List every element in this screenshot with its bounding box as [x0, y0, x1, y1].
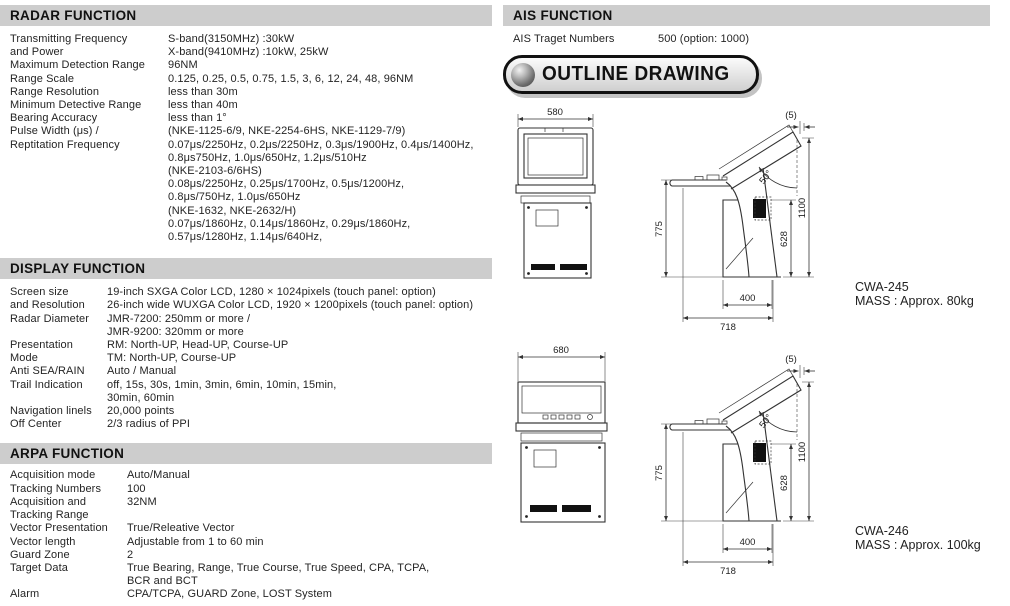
spec-row [10, 549, 488, 562]
spec-label: Reptitation Frequency [10, 138, 120, 151]
spec-value: off, 15s, 30s, 1min, 3min, 6min, 10min, 15min, [107, 378, 337, 391]
spec-label: Range Scale [10, 72, 75, 85]
vent-slot [530, 505, 557, 512]
spec-value [127, 509, 488, 522]
spec-label: and Resolution [10, 299, 85, 312]
spec-value: 0.8μs/750Hz, 1.0μs/650Hz [168, 191, 301, 204]
spec-label [10, 575, 127, 588]
spec-row [10, 496, 488, 509]
spec-label: Tracking Numbers [10, 482, 102, 495]
spec-label [10, 178, 168, 191]
left-column [0, 5, 492, 602]
spec-label: AIS Traget Numbers [513, 33, 615, 45]
spec-label: Acquisition and [10, 495, 87, 508]
front-view-cwa245 [516, 107, 595, 278]
front-view-cwa246 [516, 345, 607, 522]
spec-value: (NKE-1125-6/9, NKE-2254-6HS, NKE-1129-7/9) [168, 125, 406, 138]
outline-drawing-badge [503, 55, 759, 94]
spec-label: Trail Indication [10, 378, 83, 391]
spec-row [10, 418, 488, 431]
spec-label: Vector length [10, 535, 76, 548]
spec-row [10, 352, 488, 365]
spec-value: TM: North-UP, Course-UP [107, 352, 237, 365]
spec-value: 0.07μs/2250Hz, 0.2μs/2250Hz, 0.3μs/1900Hz, 0.4μs/1400Hz, [168, 138, 474, 151]
dim-total-height: 1100 [797, 197, 808, 219]
dim-base-depth: 400 [739, 293, 756, 304]
spec-value: S-band(3150MHz) :30kW [168, 33, 295, 45]
spec-label: Maximum Detection Range [10, 59, 145, 72]
spec-row [10, 178, 488, 191]
spec-label: Anti SEA/RAIN [10, 365, 85, 378]
spec-value: 2/3 radius of PPI [107, 418, 191, 431]
spec-row [10, 313, 488, 326]
spec-row [10, 405, 488, 418]
spec-value: less than 40m [168, 99, 238, 112]
mass-label-cwa245: MASS : Approx. 80kg [855, 294, 974, 308]
spec-label: Radar Diameter [10, 312, 90, 325]
spec-label [10, 191, 168, 204]
spec-row [513, 33, 986, 46]
spec-row [10, 365, 488, 378]
ais-section [503, 5, 990, 46]
spec-label [10, 392, 107, 405]
sphere-icon [511, 63, 535, 87]
side-view-console [654, 110, 815, 333]
spec-value: Adjustable from 1 to 60 min [127, 535, 264, 548]
spec-label: Screen size [10, 286, 69, 299]
dim-front-width-245: 580 [547, 107, 563, 118]
spec-row [10, 588, 488, 601]
spec-row [10, 379, 488, 392]
spec-label: Target Data [10, 561, 68, 574]
outline-drawing-cwa246-svg [505, 340, 1010, 606]
spec-row [10, 231, 488, 244]
spec-label [10, 231, 168, 244]
spec-value: JMR-9200: 320mm or more [107, 325, 244, 338]
spec-value: (NKE-1632, NKE-2632/H) [168, 204, 297, 217]
vent-slot [560, 264, 587, 270]
model-label-cwa245: CWA-245 [855, 280, 909, 294]
drawing-cwa245 [505, 100, 1010, 345]
arpa-spec-table [0, 469, 492, 601]
spec-label: Guard Zone [10, 548, 70, 561]
spec-row [10, 536, 488, 549]
spec-row [10, 339, 488, 352]
spec-row [10, 218, 488, 231]
spec-label [10, 165, 168, 178]
spec-label [10, 326, 107, 339]
spec-value: 96NM [168, 59, 198, 72]
spec-row [10, 139, 488, 152]
spec-label: Navigation linels [10, 405, 92, 418]
spec-label: Mode [10, 352, 38, 365]
mass-label-cwa246: MASS : Approx. 100kg [855, 538, 981, 552]
spec-value: 30min, 60min [107, 391, 175, 404]
spec-row [10, 99, 488, 112]
spec-row [10, 112, 488, 125]
spec-value: 26-inch wide WUXGA Color LCD, 1920 × 1200pixels (touch panel: option) [107, 299, 474, 312]
spec-value: JMR-7200: 250mm or more / [107, 312, 251, 325]
spec-value: True/Releative Vector [127, 522, 235, 535]
section-header-radar: RADAR FUNCTION [0, 5, 492, 26]
spec-value: 20,000 points [107, 405, 175, 418]
spec-row [10, 509, 488, 522]
spec-row [10, 165, 488, 178]
spec-label: Pulse Width (μs) / [10, 125, 99, 138]
radar-spec-table [0, 33, 492, 244]
spec-label: Off Center [10, 418, 62, 431]
spec-value: X-band(9410MHz) :10kW, 25kW [168, 46, 329, 59]
spec-value: RM: North-UP, Head-UP, Course-UP [107, 339, 289, 352]
spec-row [10, 575, 488, 588]
spec-value: Auto / Manual [107, 365, 177, 378]
spec-row [10, 205, 488, 218]
spec-row [10, 73, 488, 86]
spec-value: 0.8μs750Hz, 1.0μs/650Hz, 1.2μs/510Hz [168, 151, 367, 164]
spec-row [10, 522, 488, 535]
spec-value: 100 [127, 482, 146, 495]
spec-value: (NKE-2103-6/6HS) [168, 165, 262, 178]
spec-row [10, 33, 488, 46]
spec-row [10, 326, 488, 339]
spec-value: 0.08μs/2250Hz, 0.25μs/1700Hz, 0.5μs/1200Hz, [168, 178, 405, 191]
spec-label: Tracking Range [10, 509, 89, 522]
spec-value: less than 30m [168, 85, 238, 98]
spec-value: 32NM [127, 495, 157, 508]
display-spec-table [0, 286, 492, 431]
spec-label: and Power [10, 46, 64, 59]
spec-label: Range Resolution [10, 85, 100, 98]
ais-spec-table [503, 33, 990, 46]
spec-label [10, 205, 168, 218]
section-header-arpa: ARPA FUNCTION [0, 443, 492, 464]
spec-label: Bearing Accuracy [10, 112, 98, 125]
vent-slot [531, 264, 555, 270]
front-buttons [543, 415, 593, 420]
spec-row [10, 191, 488, 204]
spec-row [10, 125, 488, 138]
spec-row [10, 562, 488, 575]
dim-total-depth: 718 [720, 322, 736, 333]
spec-value: 0.57μs/1280Hz, 1.14μs/640Hz, [168, 231, 323, 244]
spec-row [10, 286, 488, 299]
model-label-cwa246: CWA-246 [855, 524, 909, 538]
spec-row [10, 46, 488, 59]
spec-label [10, 152, 168, 165]
spec-row [10, 392, 488, 405]
drawing-cwa246 [505, 340, 1010, 606]
spec-value: Auto/Manual [127, 469, 190, 482]
spec-row [10, 59, 488, 72]
dim-desk-height: 775 [654, 221, 665, 237]
outline-drawing-title: OUTLINE DRAWING [542, 63, 730, 85]
outline-drawing-cwa245-svg [505, 100, 1010, 340]
dim-rear-height: 628 [779, 231, 790, 247]
spec-row [10, 483, 488, 496]
spec-value: 500 (option: 1000) [658, 33, 750, 45]
spec-row [10, 152, 488, 165]
spec-label [10, 218, 168, 231]
spec-label: Minimum Detective Range [10, 99, 142, 112]
spec-row [10, 469, 488, 482]
vent-slot [562, 505, 591, 512]
spec-row [10, 299, 488, 312]
spec-label: Vector Presentation [10, 522, 108, 535]
spec-label: Presentation [10, 339, 73, 352]
spec-label: Transmitting Frequency [10, 33, 128, 45]
spec-value: True Bearing, Range, True Course, True Speed, CPA, TCPA, [127, 561, 430, 574]
dim-front-width-246: 680 [553, 345, 569, 356]
spec-value: 2 [127, 548, 134, 561]
spec-value: CPA/TCPA, GUARD Zone, LOST System [127, 588, 333, 601]
spec-value: 19-inch SXGA Color LCD, 1280 × 1024pixels (touch panel: option) [107, 286, 436, 299]
spec-value: less than 1° [168, 112, 227, 125]
dim-tilt-angle: 50° [757, 168, 775, 187]
spec-value: 0.125, 0.25, 0.5, 0.75, 1.5, 3, 6, 12, 24, 48, 96NM [168, 72, 414, 85]
spec-label: Acquisition mode [10, 469, 96, 482]
spec-value: 0.07μs/1860Hz, 0.14μs/1860Hz, 0.29μs/1860Hz, [168, 217, 411, 230]
spec-value: BCR and BCT [127, 575, 198, 588]
spec-row [10, 86, 488, 99]
section-header-display: DISPLAY FUNCTION [0, 258, 492, 279]
section-header-ais: AIS FUNCTION [503, 5, 990, 26]
dim-top-offset: (5) [785, 110, 797, 121]
spec-label: Alarm [10, 588, 40, 601]
